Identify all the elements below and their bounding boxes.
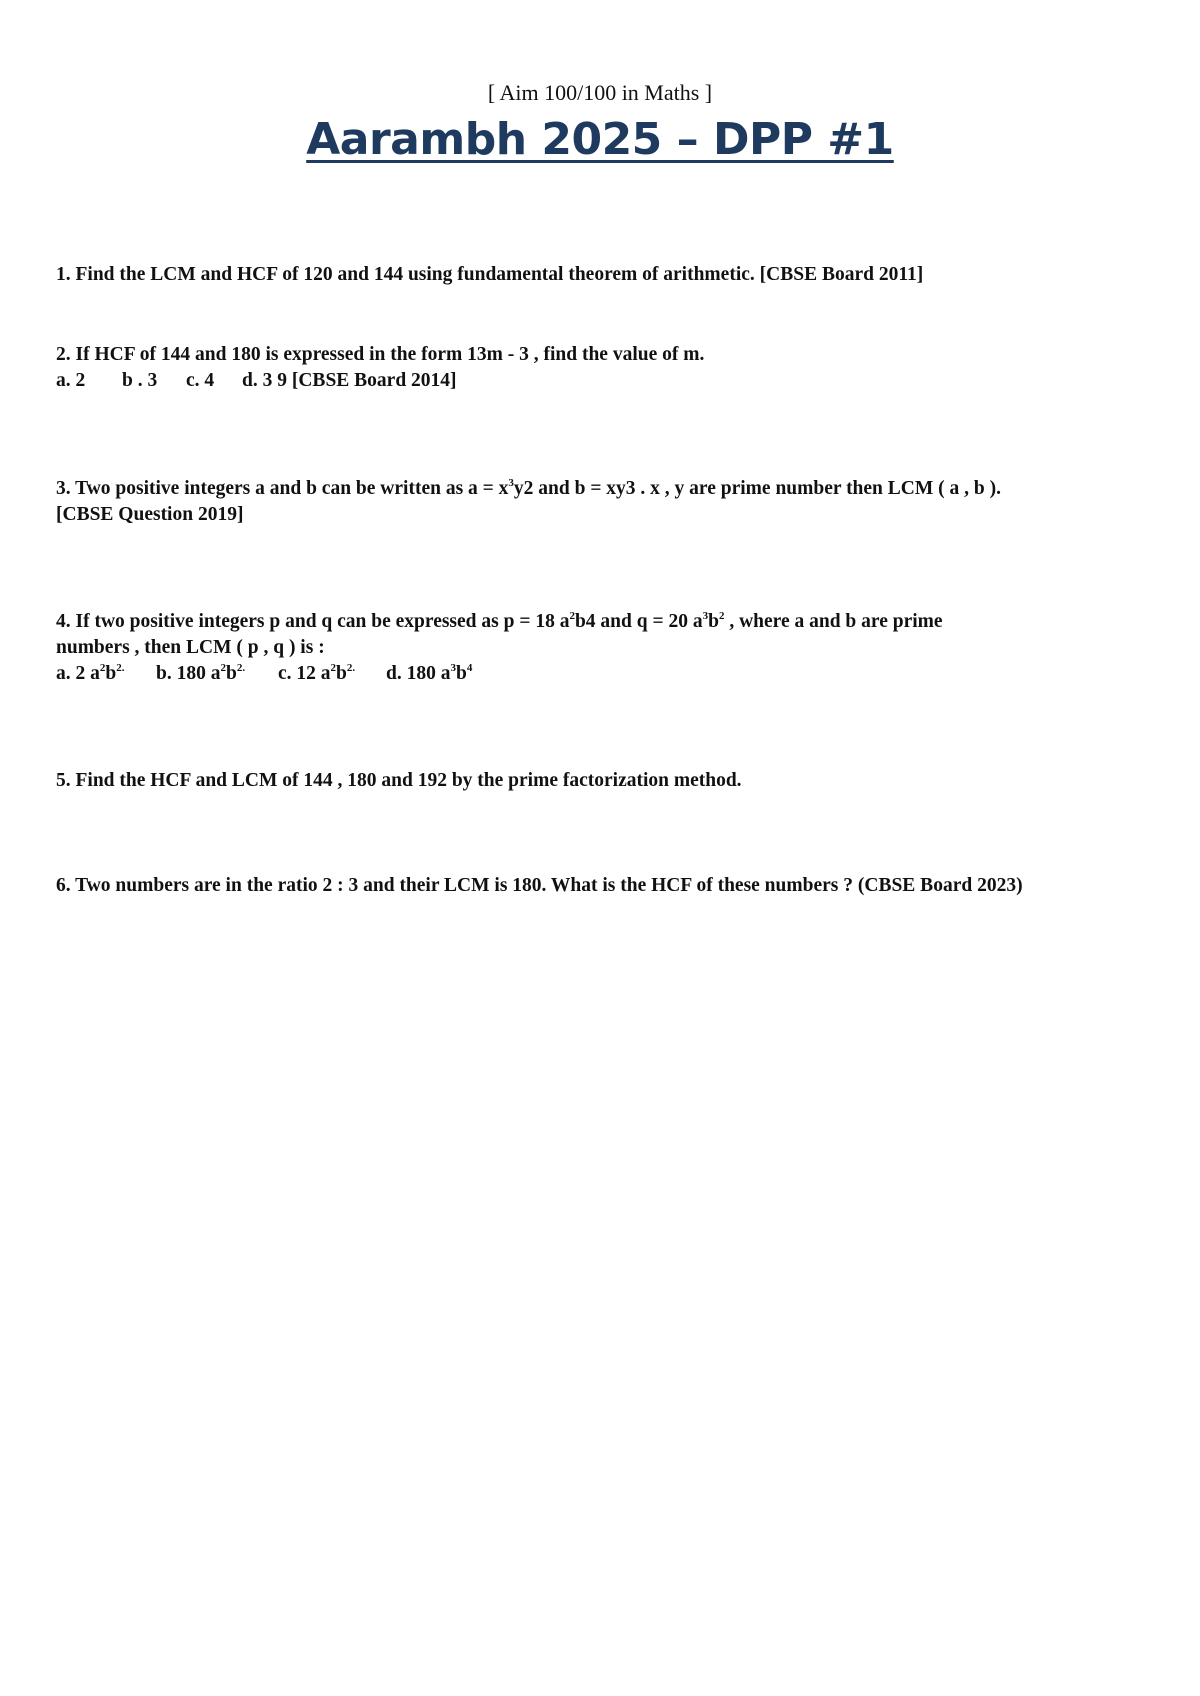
exponent: 3	[450, 662, 456, 674]
question-text: Find the LCM and HCF of 120 and 144 using fundamental theorem of arithmetic.	[75, 264, 755, 285]
question-options	[56, 661, 1166, 687]
question-5	[56, 768, 1166, 794]
question-text: If HCF of 144 and 180 is expressed in the form 13m - 3 , find the value of m.	[75, 344, 705, 365]
question-number: 1.	[56, 264, 71, 285]
question-text-part: b	[708, 611, 719, 632]
exponent: 2	[330, 662, 337, 674]
option-d: d. 3 9	[242, 370, 287, 391]
option-b	[156, 661, 278, 687]
option-text: b	[225, 663, 237, 684]
question-source: [CBSE Board 2011]	[759, 264, 924, 285]
option-text: d. 180 a	[386, 663, 451, 684]
exponent: 2.	[346, 662, 356, 674]
question-3	[56, 476, 1166, 528]
question-text-part: , where a and b are prime	[724, 611, 943, 632]
option-d	[386, 661, 472, 687]
question-4	[56, 609, 1166, 687]
exponent: 2.	[236, 662, 246, 674]
exponent: 2	[220, 662, 226, 674]
question-text: Find the HCF and LCM of 144 , 180 and 192 by the prime factorization method.	[75, 770, 742, 791]
option-c: c. 4	[186, 370, 215, 391]
page-title	[0, 114, 1200, 165]
question-number: 4.	[56, 611, 71, 632]
question-text-part: y2 and b = xy3 . x , y are prime number then LCM ( a , b ).	[513, 478, 1001, 499]
question-6	[56, 873, 1166, 899]
option-b: b . 3	[122, 370, 158, 391]
question-text: Two numbers are in the ratio 2 : 3 and their LCM is 180. What is the HCF of these numbers ?	[75, 875, 853, 896]
option-text: b	[105, 663, 117, 684]
option-text: b	[455, 663, 467, 684]
exponent: 3	[508, 477, 514, 489]
exponent: 4	[466, 662, 473, 674]
exponent: 2	[569, 610, 575, 622]
question-source: (CBSE Board 2023)	[857, 875, 1023, 896]
page-title-text: Aarambh 2025 – DPP #1	[306, 114, 894, 165]
page-subtitle: [ Aim 100/100 in Maths ]	[487, 80, 713, 105]
question-text-part: If two positive integers p and q can be expressed as p = 18 a	[75, 611, 570, 632]
option-text: b	[336, 663, 347, 684]
option-text: a. 2 a	[56, 663, 100, 684]
question-2	[56, 342, 1166, 394]
option-text: b. 180 a	[156, 663, 221, 684]
exponent: 2	[99, 662, 106, 674]
exponent: 2	[718, 610, 725, 622]
exponent: 2.	[116, 662, 125, 674]
question-number: 5.	[56, 770, 71, 791]
question-1	[56, 262, 1166, 288]
question-text-part: b4 and q = 20 a	[574, 611, 703, 632]
question-number: 3.	[56, 478, 71, 499]
question-source: [CBSE Question 2019]	[56, 504, 244, 525]
question-text-part: Two positive integers a and b can be written as a = x	[75, 478, 509, 499]
option-c	[278, 661, 386, 687]
question-number: 6.	[56, 875, 71, 896]
exponent: 3	[702, 610, 709, 622]
question-text-line2: numbers , then LCM ( p , q ) is :	[56, 637, 325, 658]
question-number: 2.	[56, 344, 71, 365]
option-text: c. 12 a	[278, 663, 331, 684]
question-source: [CBSE Board 2014]	[291, 370, 457, 391]
question-options	[56, 368, 1166, 394]
option-a: a. 2	[56, 370, 86, 391]
option-a	[56, 661, 156, 687]
